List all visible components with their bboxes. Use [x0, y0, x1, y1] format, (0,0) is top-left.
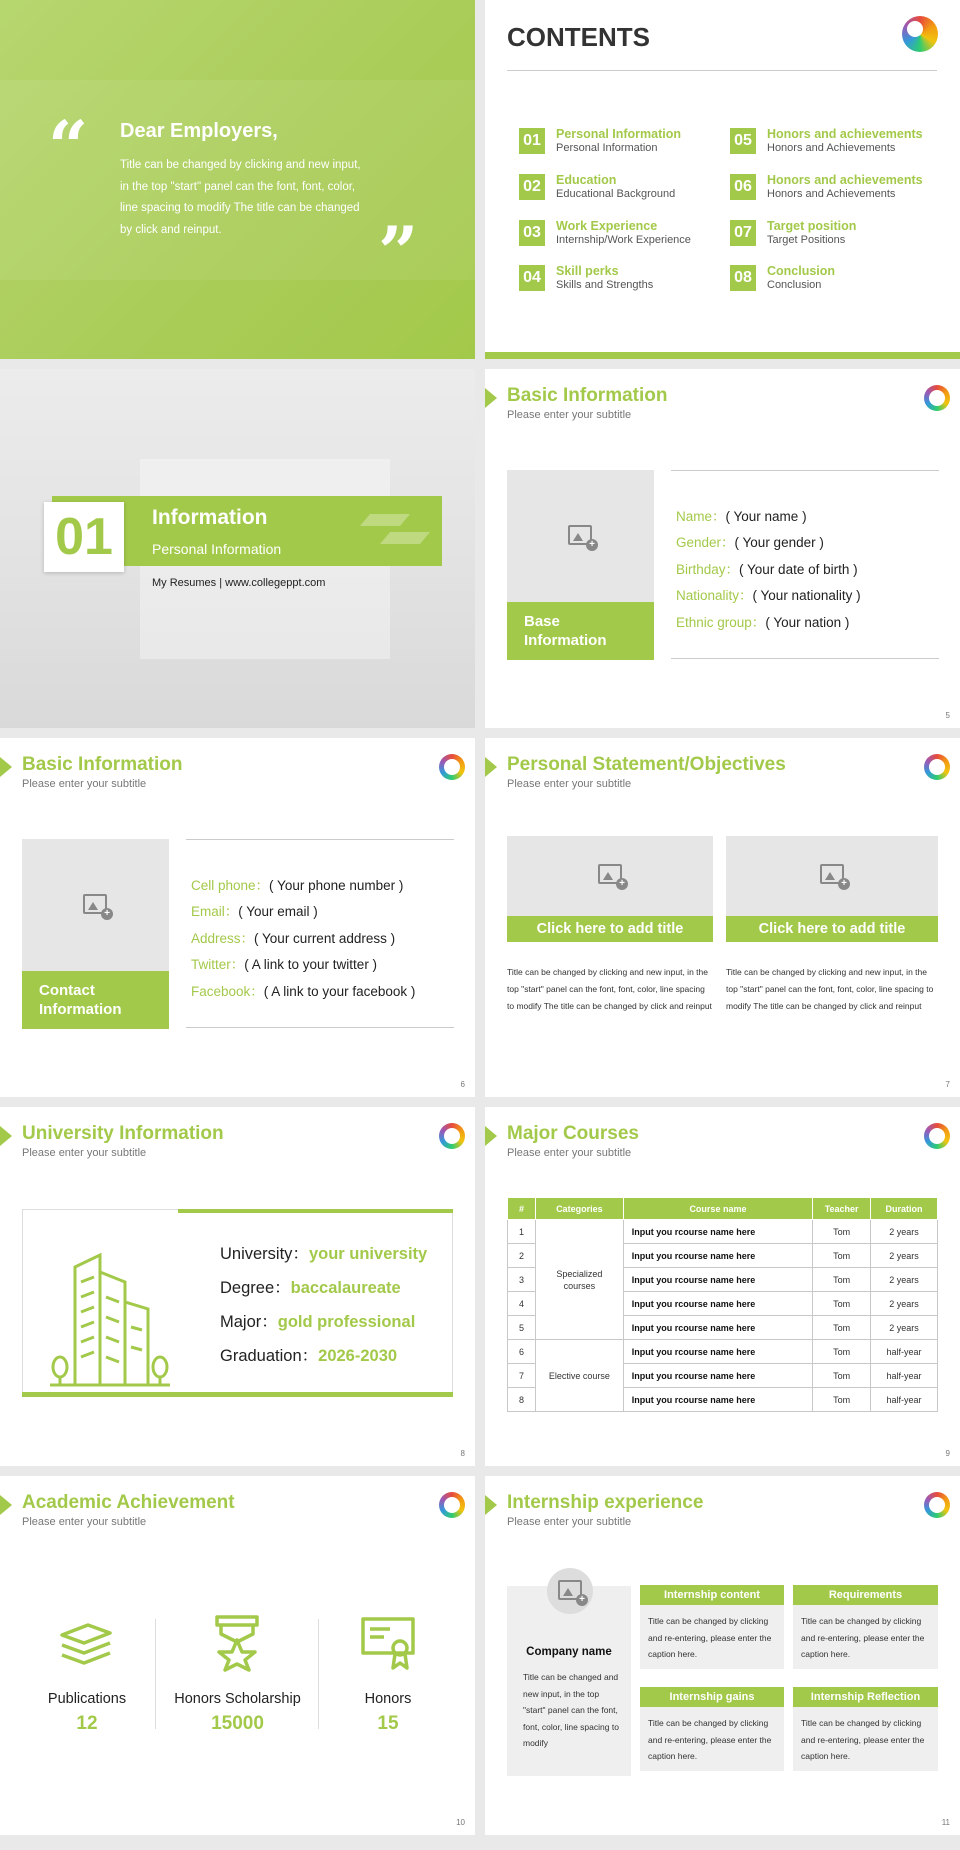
contents-num: 06 — [730, 174, 756, 200]
slide-internship — [485, 1476, 960, 1835]
col-header: Teacher — [813, 1198, 871, 1220]
university-logo-icon — [924, 1492, 950, 1518]
internship-box-text: Title can be changed by clicking and re-entering, please enter the caption here. — [640, 1605, 784, 1669]
contents-item-title[interactable]: Target position — [767, 219, 857, 233]
page-number: 11 — [941, 1818, 950, 1827]
page-number: 8 — [460, 1449, 465, 1458]
contents-item-sub: Honors and Achievements — [767, 142, 896, 154]
achievement-value: 15000 — [211, 1713, 264, 1734]
slide-major-courses — [485, 1107, 960, 1466]
info-row-ethnic: Ethnic group：( Your nation ) — [676, 615, 850, 630]
table-row: 3 Input you rcourse name here Tom 2 years — [508, 1268, 938, 1292]
section-title: Information — [152, 506, 268, 529]
page-number: 5 — [945, 711, 950, 720]
slide-title: Internship experience — [507, 1492, 704, 1513]
category-cell: Specialized courses — [535, 1220, 623, 1340]
divider — [186, 1027, 454, 1028]
info-row-degree: Degree：baccalaureate — [220, 1279, 401, 1297]
header-marker — [0, 1126, 12, 1146]
slide-subtitle: Please enter your subtitle — [507, 1147, 632, 1159]
open-quote-icon: “ — [48, 105, 89, 188]
university-logo-icon — [924, 1123, 950, 1149]
accent-bar — [22, 1392, 453, 1397]
achievement-value: 12 — [76, 1713, 98, 1734]
col-header: # — [508, 1198, 536, 1220]
divider — [155, 1619, 156, 1729]
company-text: Title can be changed and new input, in the top "start" panel can the font, font, color, line spacing to modify — [523, 1672, 619, 1748]
add-image-icon[interactable] — [598, 864, 622, 884]
slide-cover — [0, 0, 475, 359]
contents-item-sub: Educational Background — [556, 188, 676, 200]
contents-item-sub: Honors and Achievements — [767, 188, 896, 200]
slide-subtitle: Please enter your subtitle — [507, 1516, 632, 1528]
card-text: Title can be changed by clicking and new input, in the top "start" panel can the font, font, color, line spacing to modify The title can be changed by click and reinput — [726, 967, 934, 1011]
internship-box-title: Requirements — [793, 1585, 938, 1605]
contents-num: 05 — [730, 128, 756, 154]
contents-item-sub: Skills and Strengths — [556, 279, 654, 291]
section-number: 01 — [44, 502, 124, 572]
university-logo-icon — [902, 16, 938, 52]
slide-personal-statement — [485, 738, 960, 1097]
internship-box-title: Internship gains — [640, 1687, 784, 1707]
divider — [186, 839, 454, 840]
card-title-button[interactable]: Click here to add title — [726, 916, 938, 942]
table-row: 7 Input you rcourse name here Tom half-year — [508, 1364, 938, 1388]
info-row-facebook: Facebook：( A link to your facebook ) — [191, 984, 416, 999]
photo-placeholder[interactable] — [507, 470, 654, 603]
info-row-phone: Cell phone：( Your phone number ) — [191, 878, 404, 893]
add-image-icon[interactable] — [558, 1580, 582, 1600]
achievement-label: Honors Scholarship — [174, 1691, 301, 1707]
university-logo-icon — [439, 1492, 465, 1518]
accent-bar — [178, 1209, 453, 1213]
info-row-nationality: Nationality：( Your nationality ) — [676, 588, 861, 603]
info-row-gender: Gender：( Your gender ) — [676, 535, 824, 550]
university-logo-icon — [924, 754, 950, 780]
achievement-value: 15 — [377, 1713, 399, 1734]
col-header: Course name — [623, 1198, 812, 1220]
slide-title: University Information — [22, 1123, 224, 1144]
card-title-button[interactable]: Click here to add title — [507, 916, 713, 942]
table-row: 8 Input you rcourse name here Tom half-year — [508, 1388, 938, 1412]
table-row: 4 Input you rcourse name here Tom 2 years — [508, 1292, 938, 1316]
table-row: 1 Specialized courses Input you rcourse name here Tom 2 years — [508, 1220, 938, 1244]
info-row-university: University：your university — [220, 1245, 428, 1263]
slide-title: Basic Information — [507, 385, 668, 406]
col-header: Categories — [535, 1198, 623, 1220]
table-row: 6 Elective course Input you rcourse name here Tom half-year — [508, 1340, 938, 1364]
col-header: Duration — [871, 1198, 938, 1220]
divider — [671, 658, 939, 659]
info-row-major: Major：gold professional — [220, 1313, 416, 1331]
publications-icon — [58, 1621, 114, 1671]
internship-box-title: Internship content — [640, 1585, 784, 1605]
header-marker — [485, 388, 497, 408]
header-marker — [0, 757, 12, 777]
contents-item-title[interactable]: Work Experience — [556, 219, 658, 233]
internship-box-text: Title can be changed by clicking and re-entering, please enter the caption here. — [793, 1707, 938, 1771]
certificate-icon — [360, 1616, 416, 1672]
company-name: Company name — [526, 1646, 612, 1658]
box-label: Contact Information — [22, 971, 169, 1029]
contents-item-title[interactable]: Honors and achievements — [767, 127, 923, 141]
achievement-label: Honors — [364, 1691, 412, 1707]
internship-box-title: Internship Reflection — [793, 1687, 938, 1707]
slide-title: Personal Statement/Objectives — [507, 754, 786, 775]
contents-num: 04 — [519, 265, 545, 291]
slide-subtitle: Please enter your subtitle — [507, 778, 632, 790]
add-image-icon[interactable] — [568, 525, 592, 545]
slide-subtitle: Please enter your subtitle — [22, 778, 147, 790]
contents-num: 01 — [519, 128, 545, 154]
contents-item-sub: Internship/Work Experience — [556, 234, 691, 246]
contents-num: 07 — [730, 220, 756, 246]
slide-contents — [485, 0, 960, 359]
divider — [507, 70, 937, 71]
slide-subtitle: Please enter your subtitle — [22, 1147, 147, 1159]
slide-title: Basic Information — [22, 754, 183, 775]
header-marker — [485, 1126, 497, 1146]
page-number: 7 — [945, 1080, 950, 1089]
contents-item-title[interactable]: Honors and achievements — [767, 173, 923, 187]
university-logo-icon — [439, 754, 465, 780]
internship-box-text: Title can be changed by clicking and re-entering, please enter the caption here. — [640, 1707, 784, 1771]
add-image-icon[interactable] — [83, 894, 107, 914]
contents-num: 02 — [519, 174, 545, 200]
contents-num: 03 — [519, 220, 545, 246]
slide-subtitle: Please enter your subtitle — [22, 1516, 147, 1528]
university-logo-icon — [439, 1123, 465, 1149]
internship-box-text: Title can be changed by clicking and re-entering, please enter the caption here. — [793, 1605, 938, 1669]
page-number: 9 — [945, 1449, 950, 1458]
divider — [318, 1619, 319, 1729]
photo-placeholder[interactable] — [22, 839, 169, 972]
slide-subtitle: Please enter your subtitle — [507, 409, 632, 421]
slide-basic-info — [485, 369, 960, 728]
slide-title: Major Courses — [507, 1123, 639, 1144]
contents-title: CONTENTS — [507, 22, 650, 52]
divider — [671, 470, 939, 471]
contents-item-title[interactable]: Education — [556, 173, 617, 187]
slide-contact-info — [0, 738, 475, 1097]
slide-title: Academic Achievement — [22, 1492, 235, 1513]
info-row-name: Name：( Your name ) — [676, 509, 807, 524]
card-image-placeholder[interactable] — [507, 836, 713, 916]
contents-item-sub: Personal Information — [556, 142, 658, 154]
contents-item-sub: Target Positions — [767, 234, 846, 246]
card-text: Title can be changed by clicking and new input, in the top "start" panel can the font, font, color, line spacing to modify The title can be changed by click and reinput — [507, 967, 712, 1011]
contents-item-sub: Conclusion — [767, 279, 822, 291]
slide-section — [0, 369, 475, 728]
close-quote-icon: ” — [378, 211, 419, 294]
section-subtitle: Personal Information — [152, 541, 282, 557]
info-row-twitter: Twitter：( A link to your twitter ) — [191, 957, 378, 972]
slide-academic-achievement — [0, 1476, 475, 1835]
section-link[interactable]: My Resumes | www.collegeppt.com — [152, 577, 326, 589]
info-row-address: Address：( Your current address ) — [191, 931, 396, 946]
category-cell: Elective course — [535, 1340, 623, 1412]
info-row-graduation: Graduation：2026-2030 — [220, 1347, 398, 1365]
contents-item-title[interactable]: Conclusion — [767, 264, 836, 278]
add-image-icon[interactable] — [820, 864, 844, 884]
university-logo-icon — [924, 385, 950, 411]
slide-university-info — [0, 1107, 475, 1466]
achievement-label: Publications — [47, 1691, 127, 1707]
cover-heading: Dear Employers, — [120, 120, 278, 142]
info-row-birthday: Birthday：( Your date of birth ) — [676, 562, 858, 577]
header-marker — [485, 757, 497, 777]
header-marker — [485, 1495, 497, 1515]
company-avatar[interactable] — [547, 1568, 593, 1614]
page-number: 10 — [456, 1818, 465, 1827]
building-icon — [50, 1247, 170, 1392]
contents-item-title[interactable]: Personal Information — [556, 127, 682, 141]
table-row: 2 Input you rcourse name here Tom 2 years — [508, 1244, 938, 1268]
table-row: 5 Input you rcourse name here Tom 2 years — [508, 1316, 938, 1340]
header-marker — [0, 1495, 12, 1515]
contents-item-title[interactable]: Skill perks — [556, 264, 619, 278]
card-image-placeholder[interactable] — [726, 836, 938, 916]
box-label: Base Information — [507, 602, 654, 660]
bottom-bar — [485, 352, 960, 359]
cover-body: Title can be changed by clicking and new input, in the top "start" panel can the font, font, color, line spacing to modify The title can be changed by click and reinput. — [120, 159, 361, 236]
info-row-email: Email：( Your email ) — [191, 904, 318, 919]
courses-table — [507, 1197, 938, 1412]
contents-num: 08 — [730, 265, 756, 291]
page-number: 6 — [460, 1080, 465, 1089]
scholarship-medal-icon — [213, 1614, 261, 1672]
